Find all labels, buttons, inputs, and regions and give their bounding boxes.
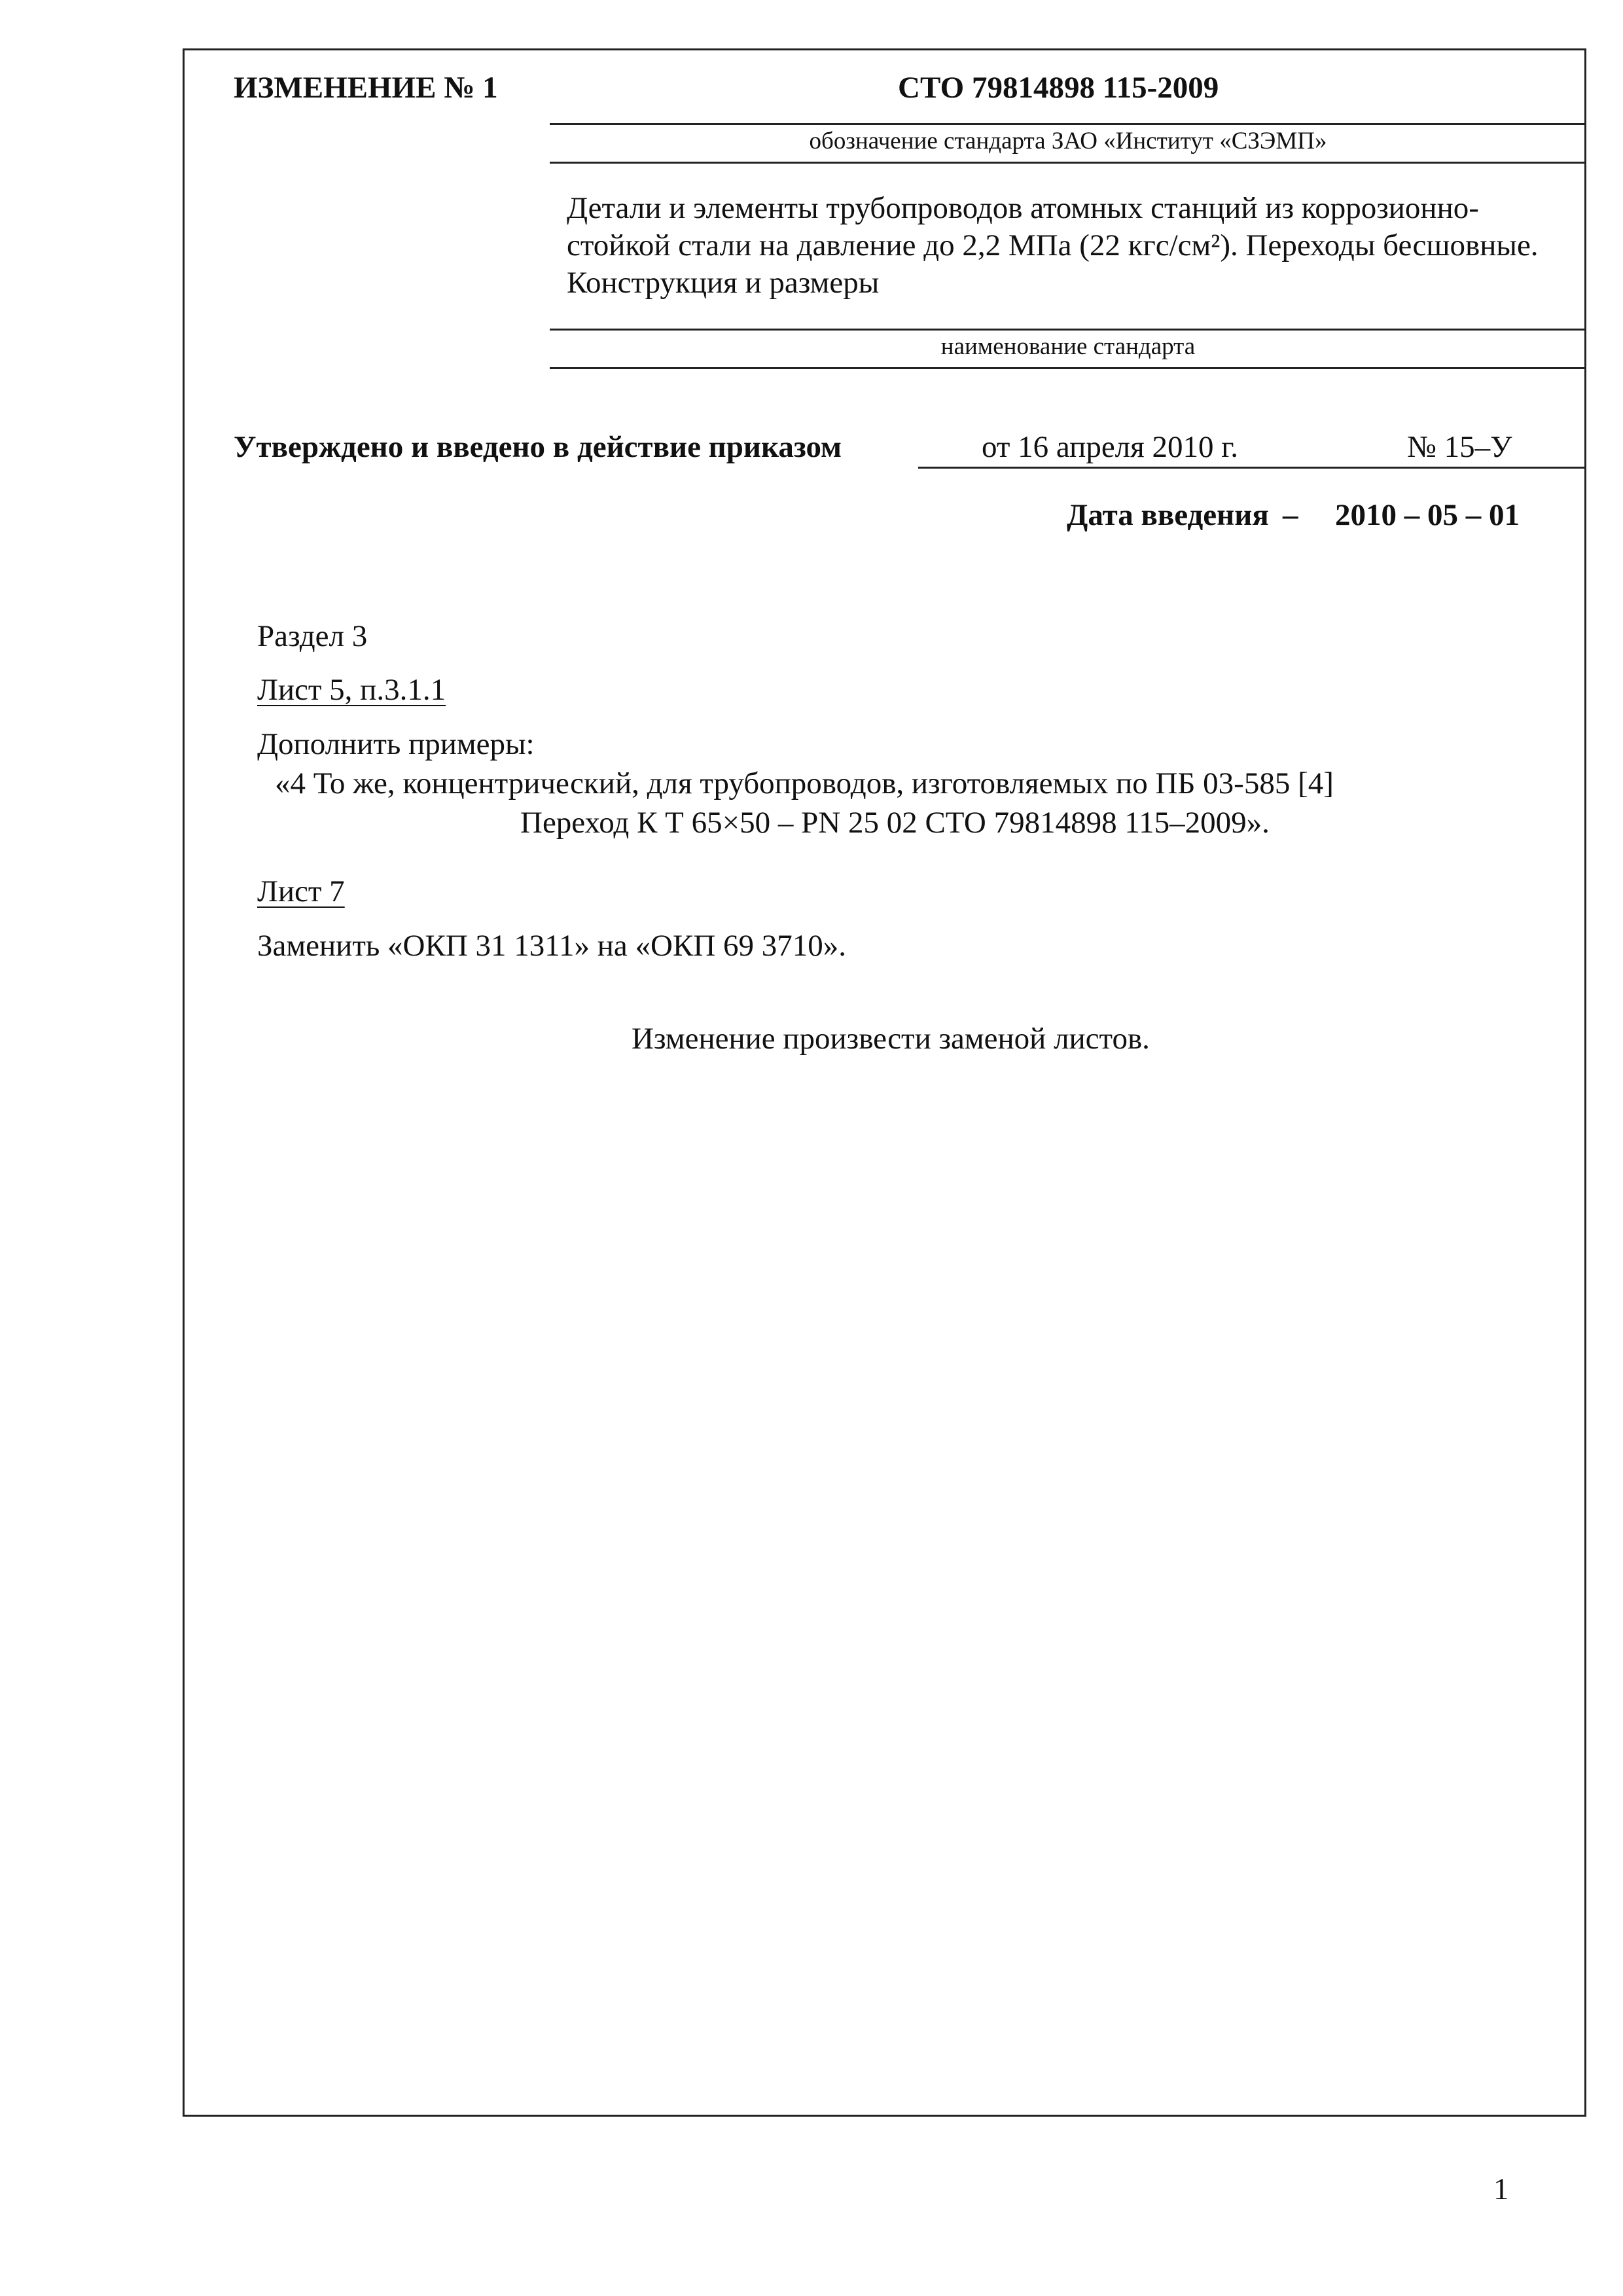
name-rule	[550, 329, 1586, 331]
intro-date-label: Дата введения	[1067, 498, 1269, 532]
example-line-1: «4 То же, концентрический, для трубопроводов, изготовляемых по ПБ 03-585 [4]	[275, 766, 1334, 800]
standard-title: Детали и элементы трубопроводов атомных станций из коррозионно-стойкой стали на давление до 2,2 МПа (22 кгс/см²). Переходы бесшовные. Конструкция и размеры	[567, 191, 1539, 300]
closing-instruction: Изменение произвести заменой листов.	[632, 1022, 1150, 1056]
add-examples-text: Дополнить примеры:	[257, 727, 535, 761]
name-bottom-rule	[550, 367, 1586, 369]
replace-okp-text: Заменить «ОКП 31 1311» на «ОКП 69 3710».	[257, 929, 847, 963]
sheet-5-reference: Лист 5, п.3.1.1	[257, 673, 446, 707]
approval-number: № 15–У	[1407, 430, 1512, 464]
page-number: 1	[1493, 2172, 1509, 2206]
change-number-label: ИЗМЕНЕНИЕ № 1	[234, 71, 498, 105]
intro-date-dash: –	[1283, 498, 1298, 532]
designation-bottom-rule	[550, 162, 1586, 164]
standard-code: СТО 79814898 115-2009	[898, 71, 1219, 105]
intro-date-value: 2010 – 05 – 01	[1335, 498, 1520, 532]
approval-rule	[918, 467, 1586, 469]
example-line-2: Переход К Т 65×50 – PN 25 02 СТО 79814898 115–2009».	[520, 806, 1270, 840]
designation-caption: обозначение стандарта ЗАО «Институт «СЗЭМП»	[809, 128, 1327, 154]
name-caption: наименование стандарта	[940, 333, 1196, 360]
sheet-7-reference: Лист 7	[257, 874, 345, 908]
approval-label: Утверждено и введено в действие приказом	[234, 430, 842, 464]
approval-date: от 16 апреля 2010 г.	[982, 430, 1238, 464]
section-heading: Раздел 3	[257, 619, 368, 653]
designation-rule	[550, 123, 1586, 125]
